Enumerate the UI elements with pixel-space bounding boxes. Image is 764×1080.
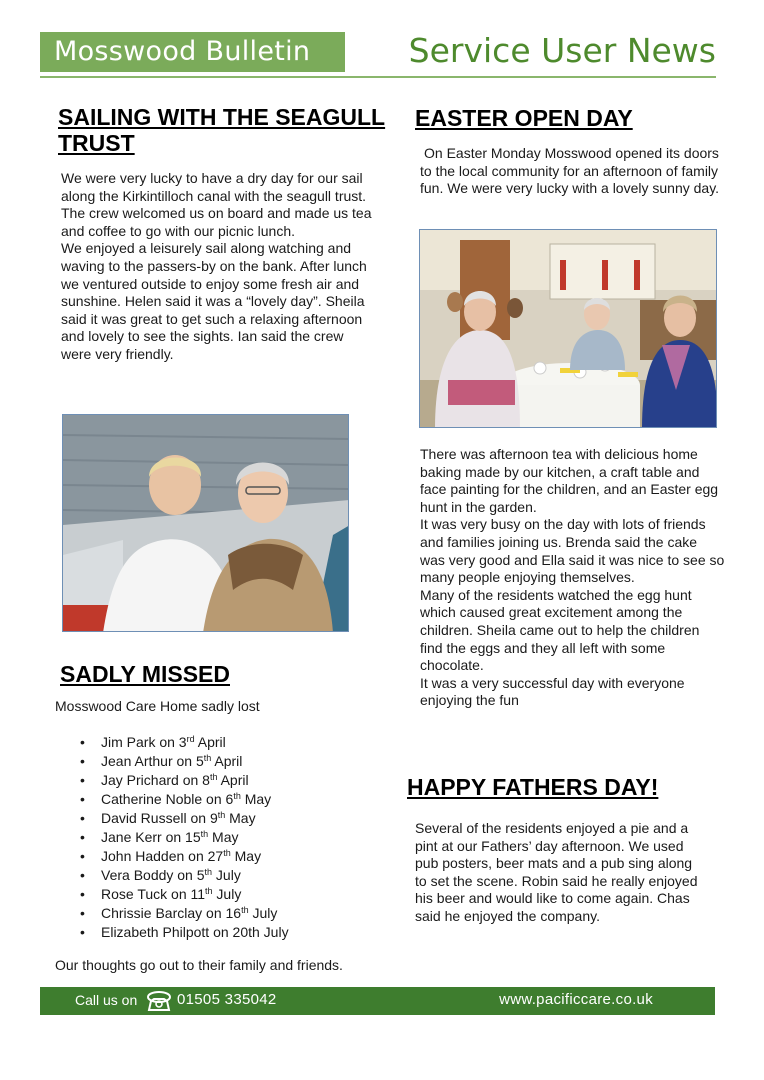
telephone-icon <box>146 989 172 1013</box>
bulletin-logo-text: Mosswood Bulletin <box>54 36 311 67</box>
list-item: • Rose Tuck on 11th July <box>80 885 289 904</box>
easter-photo-image <box>420 230 717 428</box>
footer-phone[interactable]: 01505 335042 <box>177 991 277 1008</box>
easter-photo <box>419 229 717 428</box>
list-item: • Catherine Noble on 6th May <box>80 790 289 809</box>
footer-website-link[interactable]: www.pacificcare.co.uk <box>499 991 653 1008</box>
list-item: • John Hadden on 27th May <box>80 847 289 866</box>
sailing-photo-image <box>63 415 349 632</box>
list-item: • Jean Arthur on 5th April <box>80 752 289 771</box>
list-item: • Jim Park on 3rd April <box>80 733 289 752</box>
easter-heading: EASTER OPEN DAY <box>415 105 633 131</box>
header-divider <box>40 76 716 78</box>
list-item: • Chrissie Barclay on 16th July <box>80 904 289 923</box>
missed-outro: Our thoughts go out to their family and friends. <box>55 957 343 973</box>
footer-bar <box>40 987 715 1015</box>
fathers-heading: HAPPY FATHERS DAY! <box>407 774 659 800</box>
missed-intro: Mosswood Care Home sadly lost <box>55 698 260 714</box>
easter-intro: On Easter Monday Mosswood opened its doors to the local community for an afternoon of family fun. We were very lucky with a lovely sunny day. <box>420 145 720 197</box>
fathers-body: Several of the residents enjoyed a pie and a pint at our Fathers’ day afternoon. We used pub posters, beer mats and a pub sing along to set the scene. Robin said he really enjoyed his beer and would like to come again. Chas said he enjoyed the company. <box>415 820 698 924</box>
list-item: • Elizabeth Philpott on 20th July <box>80 923 289 942</box>
sailing-heading: SAILING WITH THE SEAGULL TRUST <box>58 104 386 156</box>
sailing-photo <box>62 414 349 632</box>
list-item: • Jane Kerr on 15th May <box>80 828 289 847</box>
list-item: • Jay Prichard on 8th April <box>80 771 289 790</box>
easter-body: There was afternoon tea with delicious home baking made by our kitchen, a craft table and face painting for the children, and an Easter egg hunt in the garden. It was very busy on the day with lots of friends and families joining us. Brenda said the cake was very good and Ella said it was nice to see so many people enjoying themselves. Many of the residents watched the egg hunt which caused great excitement among the children. Sheila came out to help the children find the eggs and they all left with some chocolate. It was a very successful day with everyone enjoying the fun <box>420 446 725 709</box>
list-item: • David Russell on 9th May <box>80 809 289 828</box>
missed-list <box>80 733 289 942</box>
page-title: Service User News <box>408 31 716 70</box>
list-item: • Vera Boddy on 5th July <box>80 866 289 885</box>
footer-call-label: Call us on <box>75 992 138 1008</box>
bulletin-logo <box>40 32 345 72</box>
sailing-body: We were very lucky to have a dry day for our sail along the Kirkintilloch canal with the seagull trust. The crew welcomed us on board and made us tea and coffee to go with our picnic lunch. We enjoyed a leisurely sail along watching and waving to the passers-by on the bank. After lunch we ventured outside to enjoy some fresh air and sunshine. Helen said it was a “lovely day”. Sheila said it was great to get such a relaxing afternoon and lovely to see the sights. Ian said the crew were very friendly. <box>61 170 372 362</box>
missed-heading: SADLY MISSED <box>60 661 230 687</box>
